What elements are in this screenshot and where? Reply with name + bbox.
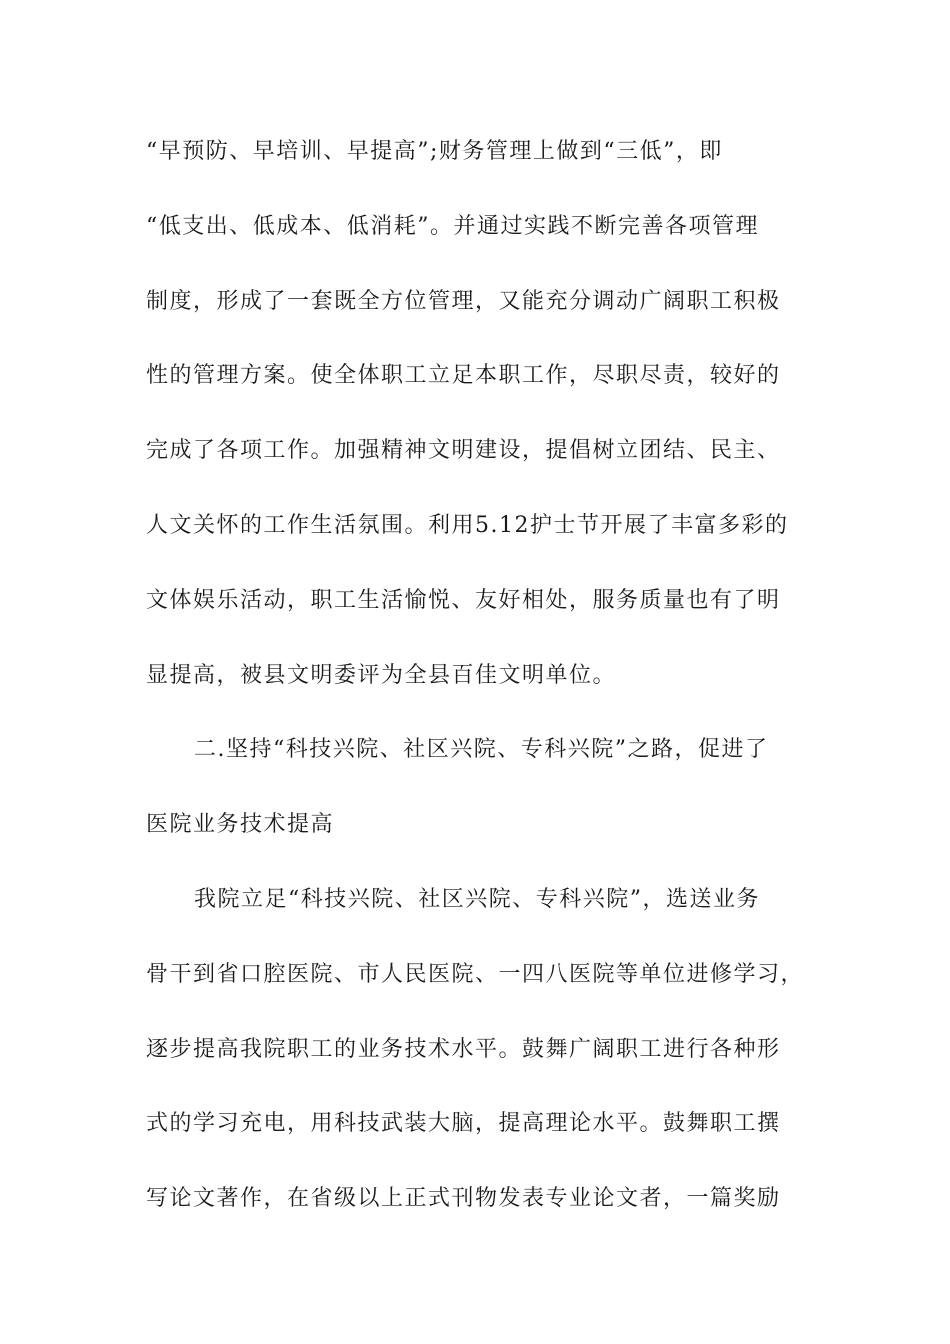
- text-line: 文体娱乐活动，职工生活愉悦、友好相处，服务质量也有了明: [146, 587, 781, 613]
- text-line: “早预防、早培训、早提高”;财务管理上做到“三低”，即: [146, 139, 723, 164]
- text-line: 骨干到省口腔医院、市人民医院、一四八医院等单位进修学习，: [146, 961, 805, 987]
- text-line: 人文关怀的工作生活氛围。利用5.12护士节开展了丰富多彩的: [146, 512, 789, 538]
- text-line: 显提高，被县文明委评为全县百佳文明单位。: [146, 662, 617, 688]
- section-heading-line: 医院业务技术提高: [146, 812, 335, 838]
- text-line: 逐步提高我院职工的业务技术水平。鼓舞广阔职工进行各种形: [146, 1036, 781, 1062]
- text-line: “低支出、低成本、低消耗”。并通过实践不断完善各项管理: [146, 213, 759, 239]
- text-line: 完成了各项工作。加强精神文明建设，提倡树立团结、民主、: [146, 438, 781, 464]
- text-line: 制度，形成了一套既全方位管理，又能充分调动广阔职工积极: [146, 288, 781, 314]
- text-line: 我院立足“科技兴院、社区兴院、专科兴院”，选送业务: [194, 886, 760, 912]
- section-heading-line: 二.坚持“科技兴院、社区兴院、专科兴院”之路，促进了: [194, 737, 769, 763]
- text-line: 性的管理方案。使全体职工立足本职工作，尽职尽责，较好的: [146, 363, 781, 389]
- body-text: [146, 130, 806, 1252]
- text-line: 式的学习充电，用科技武装大脑，提高理论水平。鼓舞职工撰: [146, 1111, 781, 1137]
- text-line: 写论文著作，在省级以上正式刊物发表专业论文者，一篇奖励: [146, 1186, 781, 1212]
